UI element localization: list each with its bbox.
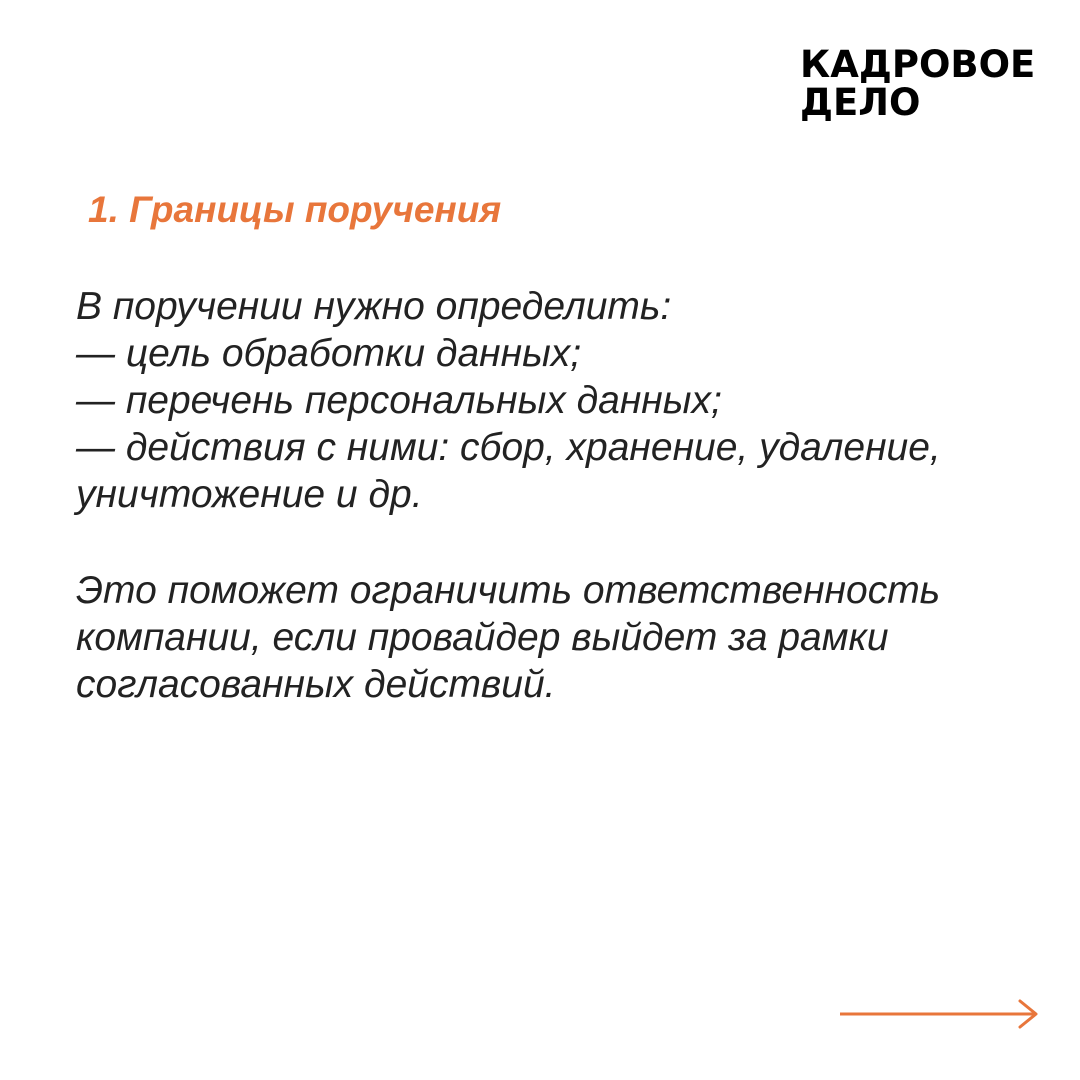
conclusion-paragraph [76, 567, 940, 708]
requirement-item: — перечень персональных данных; [76, 379, 722, 422]
arrow-right-icon[interactable] [840, 998, 1040, 1030]
requirement-item: — цель обработки данных; [76, 332, 582, 375]
requirements-paragraph [76, 283, 941, 518]
conclusion-line: согласованных действий. [76, 663, 556, 706]
requirement-item-continuation: уничтожение и др. [76, 473, 423, 516]
requirements-intro: В поручении нужно определить: [76, 285, 672, 328]
conclusion-line: Это поможет ограничить ответственность [76, 569, 941, 612]
brand-logo-line-1: КАДРОВОЕ [800, 43, 1036, 86]
conclusion-line: компании, если провайдер выйдет за рамки [76, 616, 889, 659]
section-heading: 1. Границы поручения [88, 189, 502, 230]
brand-logo [800, 43, 1036, 124]
brand-logo-line-2: ДЕЛО [800, 81, 921, 124]
requirement-item: — действия с ними: сбор, хранение, удаление, [76, 426, 941, 469]
